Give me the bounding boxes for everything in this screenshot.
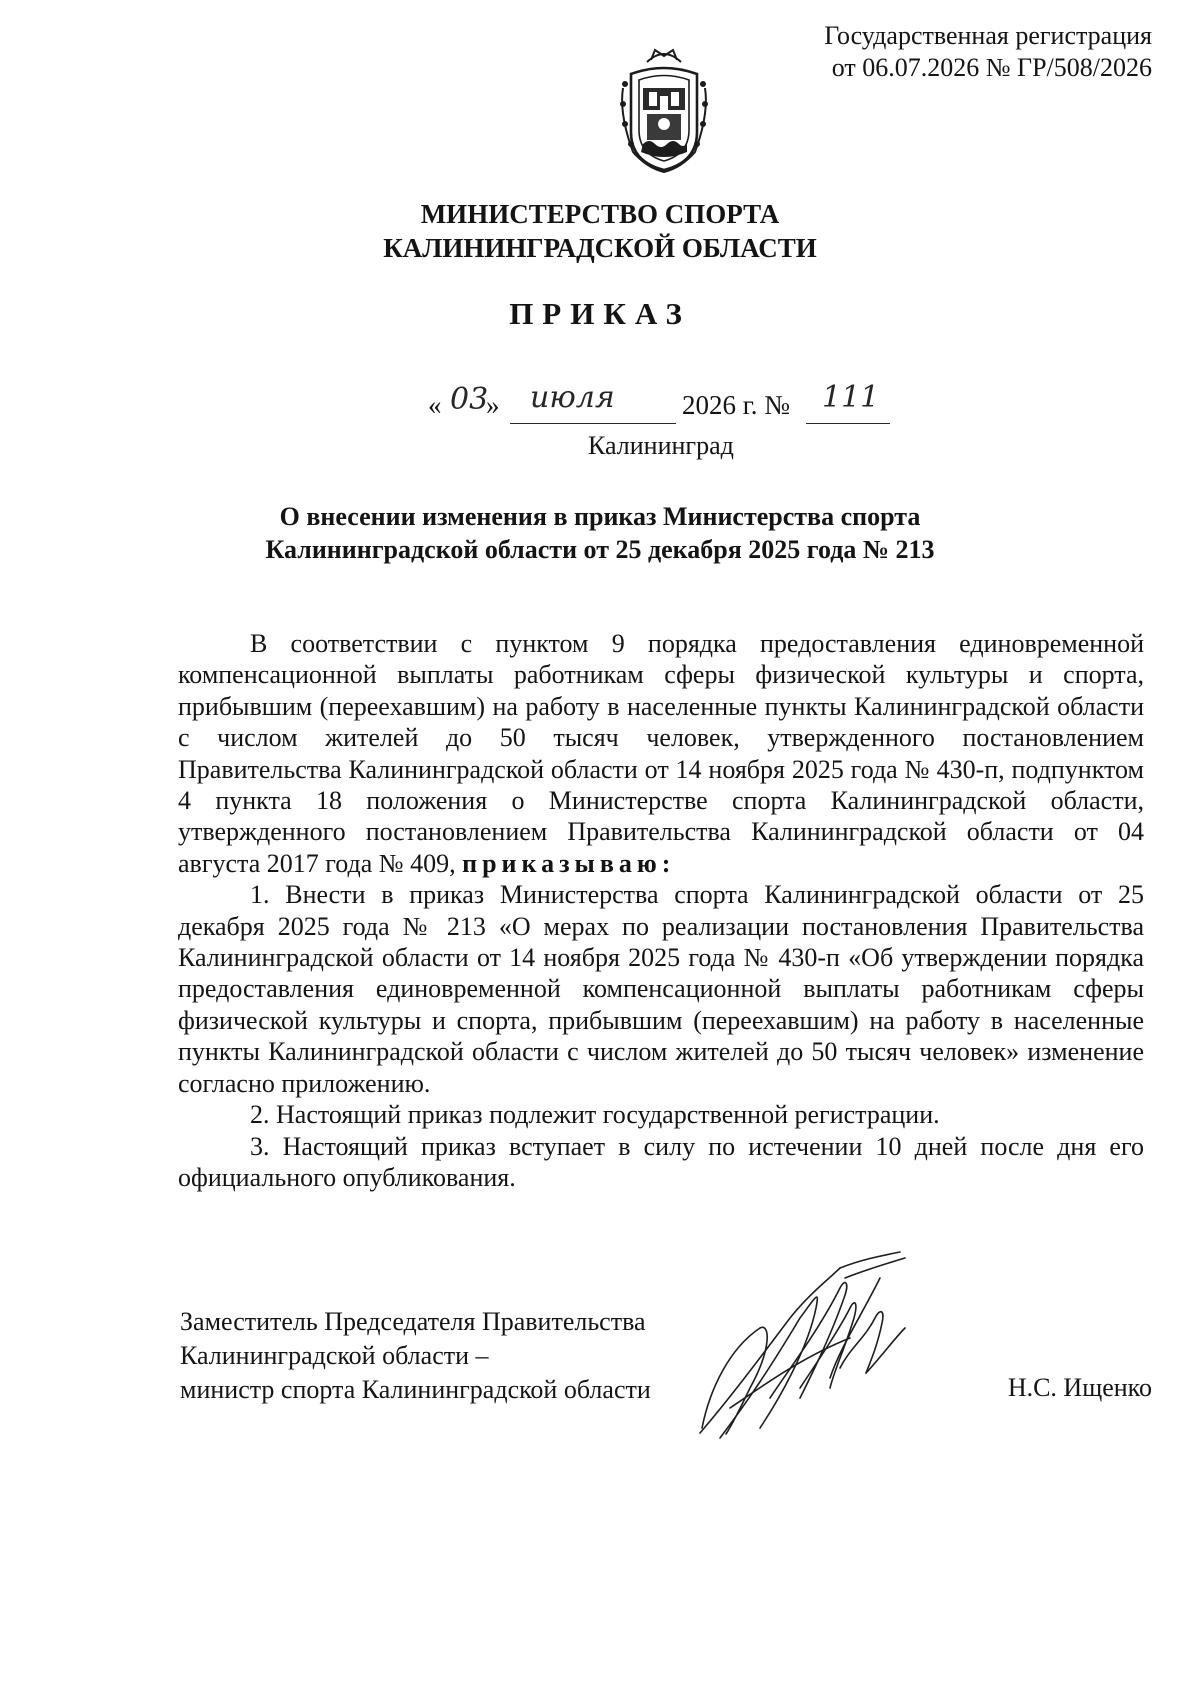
order-subject bbox=[0, 500, 1200, 566]
date-quote-open: « bbox=[428, 390, 442, 420]
date-quote-close: » bbox=[486, 390, 500, 420]
position-line-2: Калининградской области – bbox=[180, 1341, 489, 1370]
order-item-2: 2. Настоящий приказ подлежит государственной регистрации. bbox=[250, 1100, 940, 1130]
ministry-line-1: МИНИСТЕРСТВО СПОРТА bbox=[420, 199, 780, 229]
coat-of-arms-icon bbox=[617, 44, 711, 174]
date-month-handwritten: июля bbox=[530, 380, 615, 415]
city-name: Калининград bbox=[588, 431, 734, 460]
state-registration-stamp bbox=[824, 20, 1152, 84]
order-body bbox=[178, 628, 1144, 1193]
subject-line-2: Калининградской области от 25 декабря 2025 года № 213 bbox=[265, 535, 935, 564]
directive-word: приказываю: bbox=[462, 848, 676, 878]
handwritten-signature-icon bbox=[690, 1248, 990, 1448]
date-year-and-number-label: 2026 г. № bbox=[682, 390, 791, 420]
registration-line-1: Государственная регистрация bbox=[824, 21, 1152, 50]
number-underline bbox=[806, 423, 890, 424]
order-item-3: 3. Настоящий приказ вступает в силу по истечении 10 дней после дня его официального опубликования. bbox=[178, 1131, 1144, 1192]
signer-name: Н.С. Ищенко bbox=[1007, 1373, 1152, 1402]
registration-line-2: от 06.07.2026 № ГР/508/2026 bbox=[831, 53, 1152, 82]
position-line-3: министр спорта Калининградской области bbox=[180, 1375, 651, 1404]
ministry-name bbox=[0, 197, 1200, 265]
preamble-text: В соответствии с пунктом 9 порядка предоставления единовременной компенсационной выплаты работникам сферы физической культуры и спорта, прибывшим (переехавшим) на работу в населенные пункты Калининградской области с числом жителей до 50 тысяч человек, утвержденного постановлением Правительства Калининградской области от 14 ноября 2025 года № 430-п, подпунктом 4 пункта 18 положения о Министерстве спорта Калининградской области, утвержденного постановлением Правительства Калининградской области от 04 августа 2017 года № 409, bbox=[178, 629, 1144, 878]
position-line-1: Заместитель Председателя Правительства bbox=[180, 1307, 646, 1336]
order-dateline bbox=[420, 380, 920, 430]
signatory-position bbox=[180, 1305, 651, 1407]
ministry-line-2: КАЛИНИНГРАДСКОЙ ОБЛАСТИ bbox=[383, 233, 817, 263]
order-title: ПРИКАЗ bbox=[509, 296, 691, 331]
order-item-1: 1. Внести в приказ Министерства спорта Калининградской области от 25 декабря 2025 года № 213 «О мерах по реализации постановления Правительства Калининградской области от 14 ноября 2025 года № 430-п «Об утверждении порядка предоставления единовременной компенсационной выплаты работникам сферы физической культуры и спорта, прибывшим (переехавшим) на работу в населенные пункты Калининградской области с числом жителей до 50 тысяч человек» изменение согласно приложению. bbox=[178, 880, 1144, 1098]
subject-line-1: О внесении изменения в приказ Министерства спорта bbox=[279, 502, 921, 531]
date-day-handwritten: 03 bbox=[450, 382, 489, 417]
order-number-handwritten: 111 bbox=[822, 380, 880, 415]
preamble-paragraph bbox=[178, 628, 1144, 879]
month-underline bbox=[510, 423, 676, 424]
